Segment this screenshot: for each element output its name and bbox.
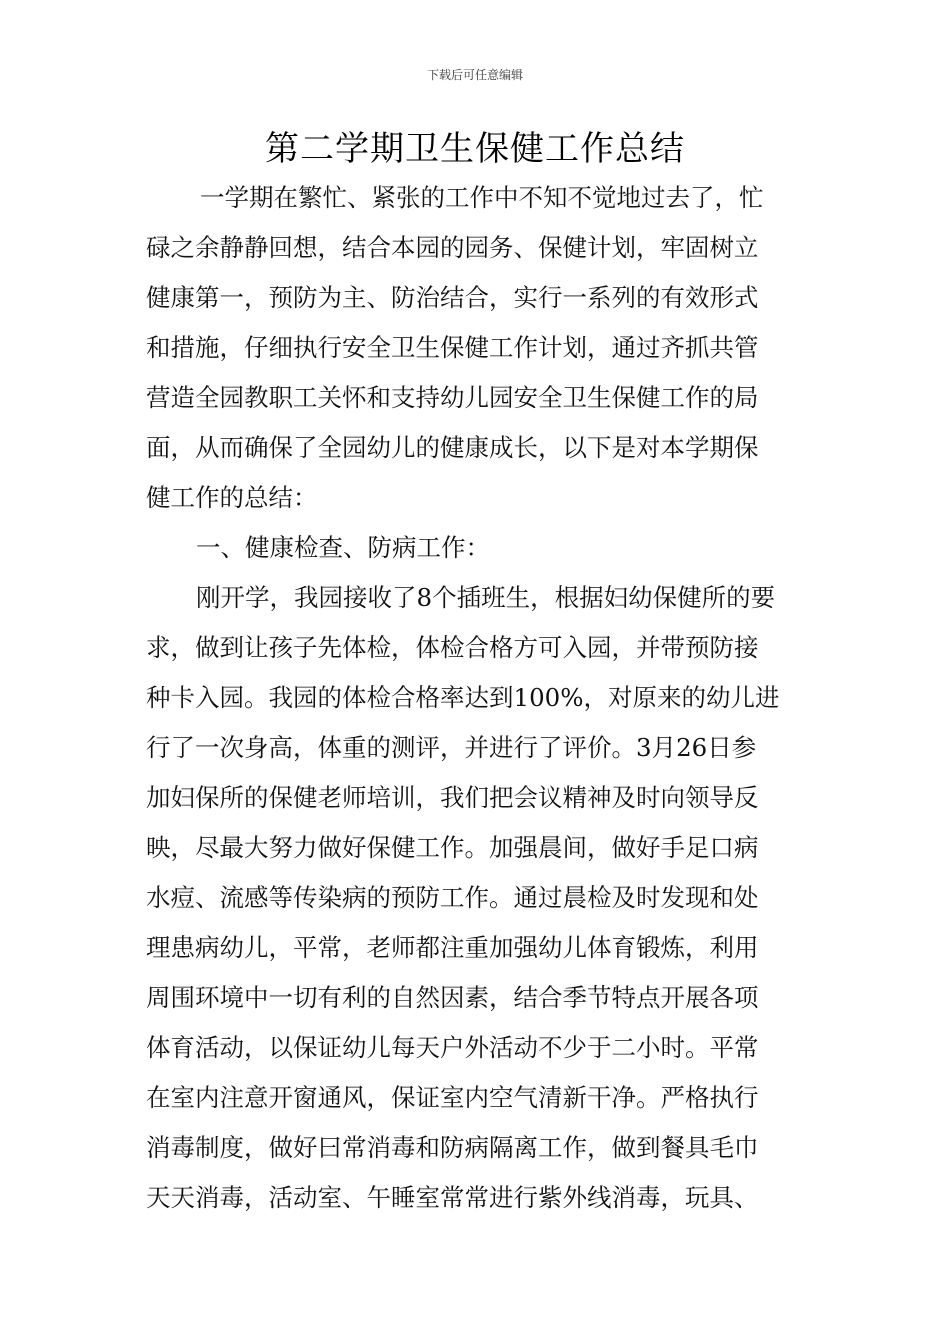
paragraph-line: 碌之余静静回想，结合本园的园务、保健计划，牢固树立 bbox=[146, 233, 759, 262]
paragraph-line: 营造全园教职工关怀和支持幼儿园安全卫生保健工作的局 bbox=[146, 383, 759, 412]
paragraph-line: 健工作的总结： bbox=[146, 483, 318, 512]
paragraph-line: 理患病幼儿，平常，老师都注重加强幼儿体育锻炼，利用 bbox=[146, 933, 759, 962]
paragraph-line: 映，尽最大努力做好保健工作。加强晨间，做好手足口病 bbox=[146, 833, 759, 862]
paragraph-line: 和措施，仔细执行安全卫生保健工作计划，通过齐抓共管 bbox=[146, 333, 759, 362]
paragraph-line: 健康第一，预防为主、防治结合，实行一系列的有效形式 bbox=[146, 283, 759, 312]
paragraph-line: 加妇保所的保健老师培训，我们把会议精神及时向领导反 bbox=[146, 783, 759, 812]
paragraph-line: 水痘、流感等传染病的预防工作。通过晨检及时发现和处 bbox=[146, 883, 759, 912]
paragraph-line: 刚开学，我园接收了8个插班生，根据妇幼保健所的要 bbox=[196, 583, 776, 612]
paragraph-line: 天天消毒，活动室、午睡室常常进行紫外线消毒，玩具、 bbox=[146, 1183, 759, 1212]
paragraph-line: 体育活动，以保证幼儿每天户外活动不少于二小时。平常 bbox=[146, 1033, 759, 1062]
document-title: 第二学期卫生保健工作总结 bbox=[265, 129, 685, 169]
section-heading: 一、健康检查、防病工作： bbox=[196, 533, 490, 562]
paragraph-line: 消毒制度，做好曰常消毒和防病隔离工作，做到餐具毛巾 bbox=[146, 1133, 759, 1162]
paragraph-line: 在室内注意开窗通风，保证室内空气清新干净。严格执行 bbox=[146, 1083, 759, 1112]
paragraph-line: 一学期在繁忙、紧张的工作中不知不觉地过去了，忙 bbox=[200, 183, 764, 212]
header-note: 下载后可任意编辑 bbox=[426, 68, 523, 82]
paragraph-line: 面，从而确保了全园幼儿的健康成长，以下是对本学期保 bbox=[146, 433, 759, 462]
document-body bbox=[146, 173, 806, 1223]
paragraph-line: 周围环境中一切有利的自然因素，结合季节特点开展各项 bbox=[146, 983, 759, 1012]
paragraph-line: 行了一次身高，体重的测评，并进行了评价。3月26日参 bbox=[146, 733, 757, 762]
paragraph-line: 种卡入园。我园的体检合格率达到100%，对原来的幼儿进 bbox=[146, 683, 780, 712]
paragraph-line: 求，做到让孩子先体检，体检合格方可入园，并带预防接 bbox=[146, 633, 759, 662]
